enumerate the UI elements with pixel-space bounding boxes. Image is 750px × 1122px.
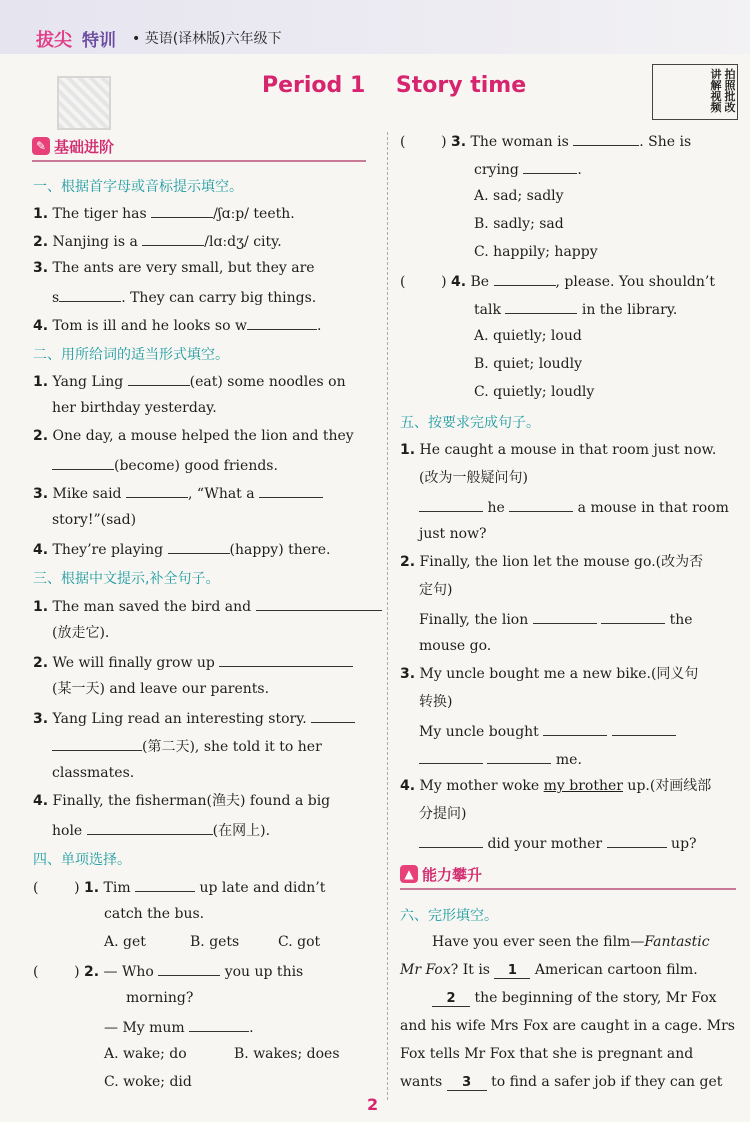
p5-q2: 2. Finally, the lion let the mouse go.(改为否 (400, 554, 704, 570)
video-label-2: 拍 照 批 改 (724, 68, 736, 114)
book-title: • 英语(译林版)六年级下 (132, 31, 282, 47)
p6-line2: Mr Fox? It is 1 American cartoon film. (400, 962, 698, 978)
r-q3-opt-c: C. happily; happy (474, 244, 598, 260)
p4-q2-cont: morning? (126, 990, 194, 1006)
p5-q2-ans: Finally, the lion the (419, 608, 693, 630)
p2-q1: 1. Yang Ling (eat) some noodles on (33, 370, 346, 392)
part5-heading: 五、按要求完成句子。 (400, 415, 540, 431)
p2-q2: 2. One day, a mouse helped the lion and they (33, 428, 354, 444)
pen-icon: ✎ (32, 137, 50, 155)
p5-q3-ans2: me. (419, 748, 582, 770)
qr-code-icon[interactable] (57, 76, 111, 130)
part1-heading: 一、根据首字母或音标提示填空。 (33, 179, 243, 195)
p2-q3: 3. Mike said , “What a (33, 482, 323, 504)
p5-q4-ans: did your mother up? (419, 832, 697, 854)
section-label: 基础进阶 (54, 138, 115, 156)
p4-q2-opt-c: C. woke; did (104, 1074, 192, 1090)
p3-q2: 2. We will finally grow up (33, 651, 353, 673)
p5-q3-ans: My uncle bought (419, 720, 676, 742)
p4-q1-cont: catch the bus. (104, 906, 205, 922)
p3-q3-cont2: classmates. (52, 765, 135, 781)
r-q3-cont: crying . (474, 158, 582, 180)
section-label-2: 能力攀升 (422, 866, 483, 884)
p5-q4: 4. My mother woke my brother up.(对画线部 (400, 778, 712, 794)
p1-q3: 3. The ants are very small, but they are (33, 260, 315, 276)
p1-q2: 2. Nanjing is a /lɑːdʒ/ city. (33, 230, 282, 252)
p2-q3-cont: story!”(sad) (52, 512, 137, 528)
p2-q1-cont: her birthday yesterday. (52, 400, 217, 416)
brand-logo: 拔尖 (36, 30, 72, 51)
p4-q1: ( ) 1. Tim up late and didn’t (33, 876, 325, 898)
section-basic (32, 136, 366, 162)
part6-heading: 六、完形填空。 (400, 908, 498, 924)
p1-q4: 4. Tom is ill and he looks so w . (33, 314, 321, 336)
p1-q3-cont: s . They can carry big things. (52, 286, 316, 308)
section-ability (400, 864, 736, 890)
part4-heading: 四、单项选择。 (33, 852, 131, 868)
p3-q1-cont: (放走它). (52, 625, 110, 641)
page-number: 2 (367, 1095, 379, 1114)
p5-q1-ans2: just now? (419, 526, 487, 542)
p5-q4-note: 分提问) (419, 806, 467, 822)
p2-q2-cont: (become) good friends. (52, 454, 278, 476)
p5-q1: 1. He caught a mouse in that room just now. (400, 442, 717, 458)
brand-sub: 特训 (82, 31, 116, 51)
p3-q4: 4. Finally, the fisherman(渔夫) found a big (33, 793, 331, 809)
p4-q2-ans: — My mum . (104, 1016, 254, 1038)
part3-heading: 三、根据中文提示,补全句子。 (33, 571, 220, 587)
p5-q2-note: 定句) (419, 582, 453, 598)
p6-line6: wants 3 to find a safer job if they can get (400, 1074, 723, 1090)
video-label-1: 讲 解 视 频 (710, 68, 722, 114)
r-q4-cont: talk in the library. (474, 298, 677, 320)
r-q3-opt-a: A. sad; sadly (474, 188, 564, 204)
p3-q3: 3. Yang Ling read an interesting story. (33, 707, 355, 729)
page-title: Period 1 Story time (262, 73, 527, 98)
r-q4-opt-b: B. quiet; loudly (474, 356, 582, 372)
p6-line1: Have you ever seen the film—Fantastic (432, 934, 710, 950)
p5-q3: 3. My uncle bought me a new bike.(同义句 (400, 666, 699, 682)
p6-line5: Fox tells Mr Fox that she is pregnant and (400, 1046, 694, 1062)
p6-line3: 2 the beginning of the story, Mr Fox (432, 988, 717, 1008)
p3-q1: 1. The man saved the bird and (33, 595, 382, 617)
p5-q1-note: (改为一般疑问句) (419, 470, 528, 486)
p5-q2-ans2: mouse go. (419, 638, 492, 654)
p3-q4-cont: hole (在网上). (52, 819, 270, 841)
p2-q4: 4. They’re playing (happy) there. (33, 538, 330, 560)
p5-q1-ans: he a mouse in that room (419, 496, 729, 518)
r-q4-opt-c: C. quietly; loudly (474, 384, 595, 400)
part2-heading: 二、用所给词的适当形式填空。 (33, 347, 229, 363)
r-q4: ( ) 4. Be , please. You shouldn’t (400, 270, 715, 292)
p6-line4: and his wife Mrs Fox are caught in a cage. Mrs (400, 1018, 735, 1034)
r-q3: ( ) 3. The woman is . She is (400, 130, 691, 152)
p4-q2: ( ) 2. — Who you up this (33, 960, 303, 982)
p3-q2-cont: (某一天) and leave our parents. (52, 681, 270, 697)
r-q4-opt-a: A. quietly; loud (474, 328, 582, 344)
column-divider (387, 132, 388, 1100)
rocket-icon: ▲ (400, 865, 418, 883)
r-q3-opt-b: B. sadly; sad (474, 216, 564, 232)
video-correction-box[interactable] (652, 64, 738, 120)
p1-q1: 1. The tiger has /ʃɑːp/ teeth. (33, 202, 295, 224)
p3-q3-cont: (第二天), she told it to her (52, 735, 322, 757)
p5-q3-note: 转换) (419, 694, 453, 710)
